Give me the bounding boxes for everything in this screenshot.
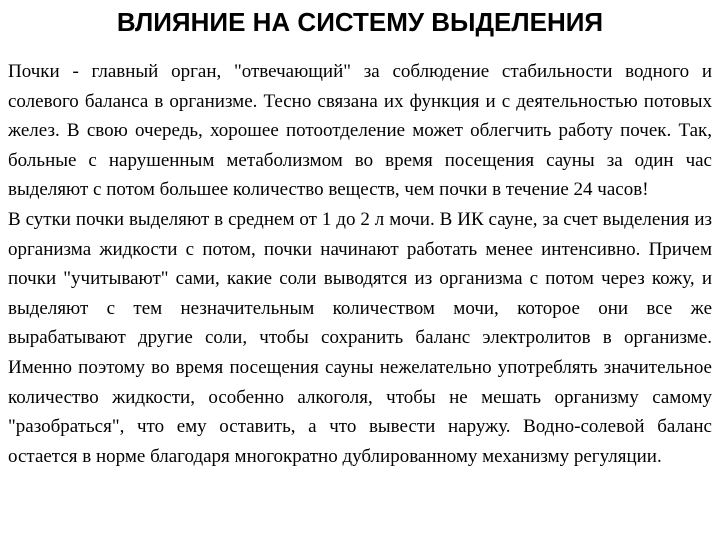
body-paragraph-1: Почки - главный орган, "отвечающий" за соблюдение стабильности водного и солевого баланса в организме. Тесно связана их функция и с деятельностью потовых желез. В свою очередь, хорошее потоотделение может облегчить работу почек. Так, больные с нарушенным метаболизмом во время посещения сауны за один час выделяют с потом большее количество веществ, чем почки в течение 24 часов! [8,61,712,201]
slide-title: ВЛИЯНИЕ НА СИСТЕМУ ВЫДЕЛЕНИЯ [116,7,604,37]
slide-body [8,57,712,471]
body-paragraph-2: В сутки почки выделяют в среднем от 1 до 2 л мочи. В ИК сауне, за счет выделения из организма жидкости с потом, почки начинают работать менее интенсивно. Причем почки "учитывают" сами, какие соли выводятся из организма с потом через кожу, и выделяют с тем незначительным количеством мочи, которое они все же вырабатывают другие соли, чтобы сохранить баланс электролитов в организме. Именно поэтому во время посещения сауны нежелательно употреблять значительное количество жидкости, особенно алкоголя, чтобы не мешать организму самому "разобраться", что ему оставить, а что вывести наружу. Водно-солевой баланс остается в норме благодаря многократно дублированному механизму регуляции. [8,208,712,467]
